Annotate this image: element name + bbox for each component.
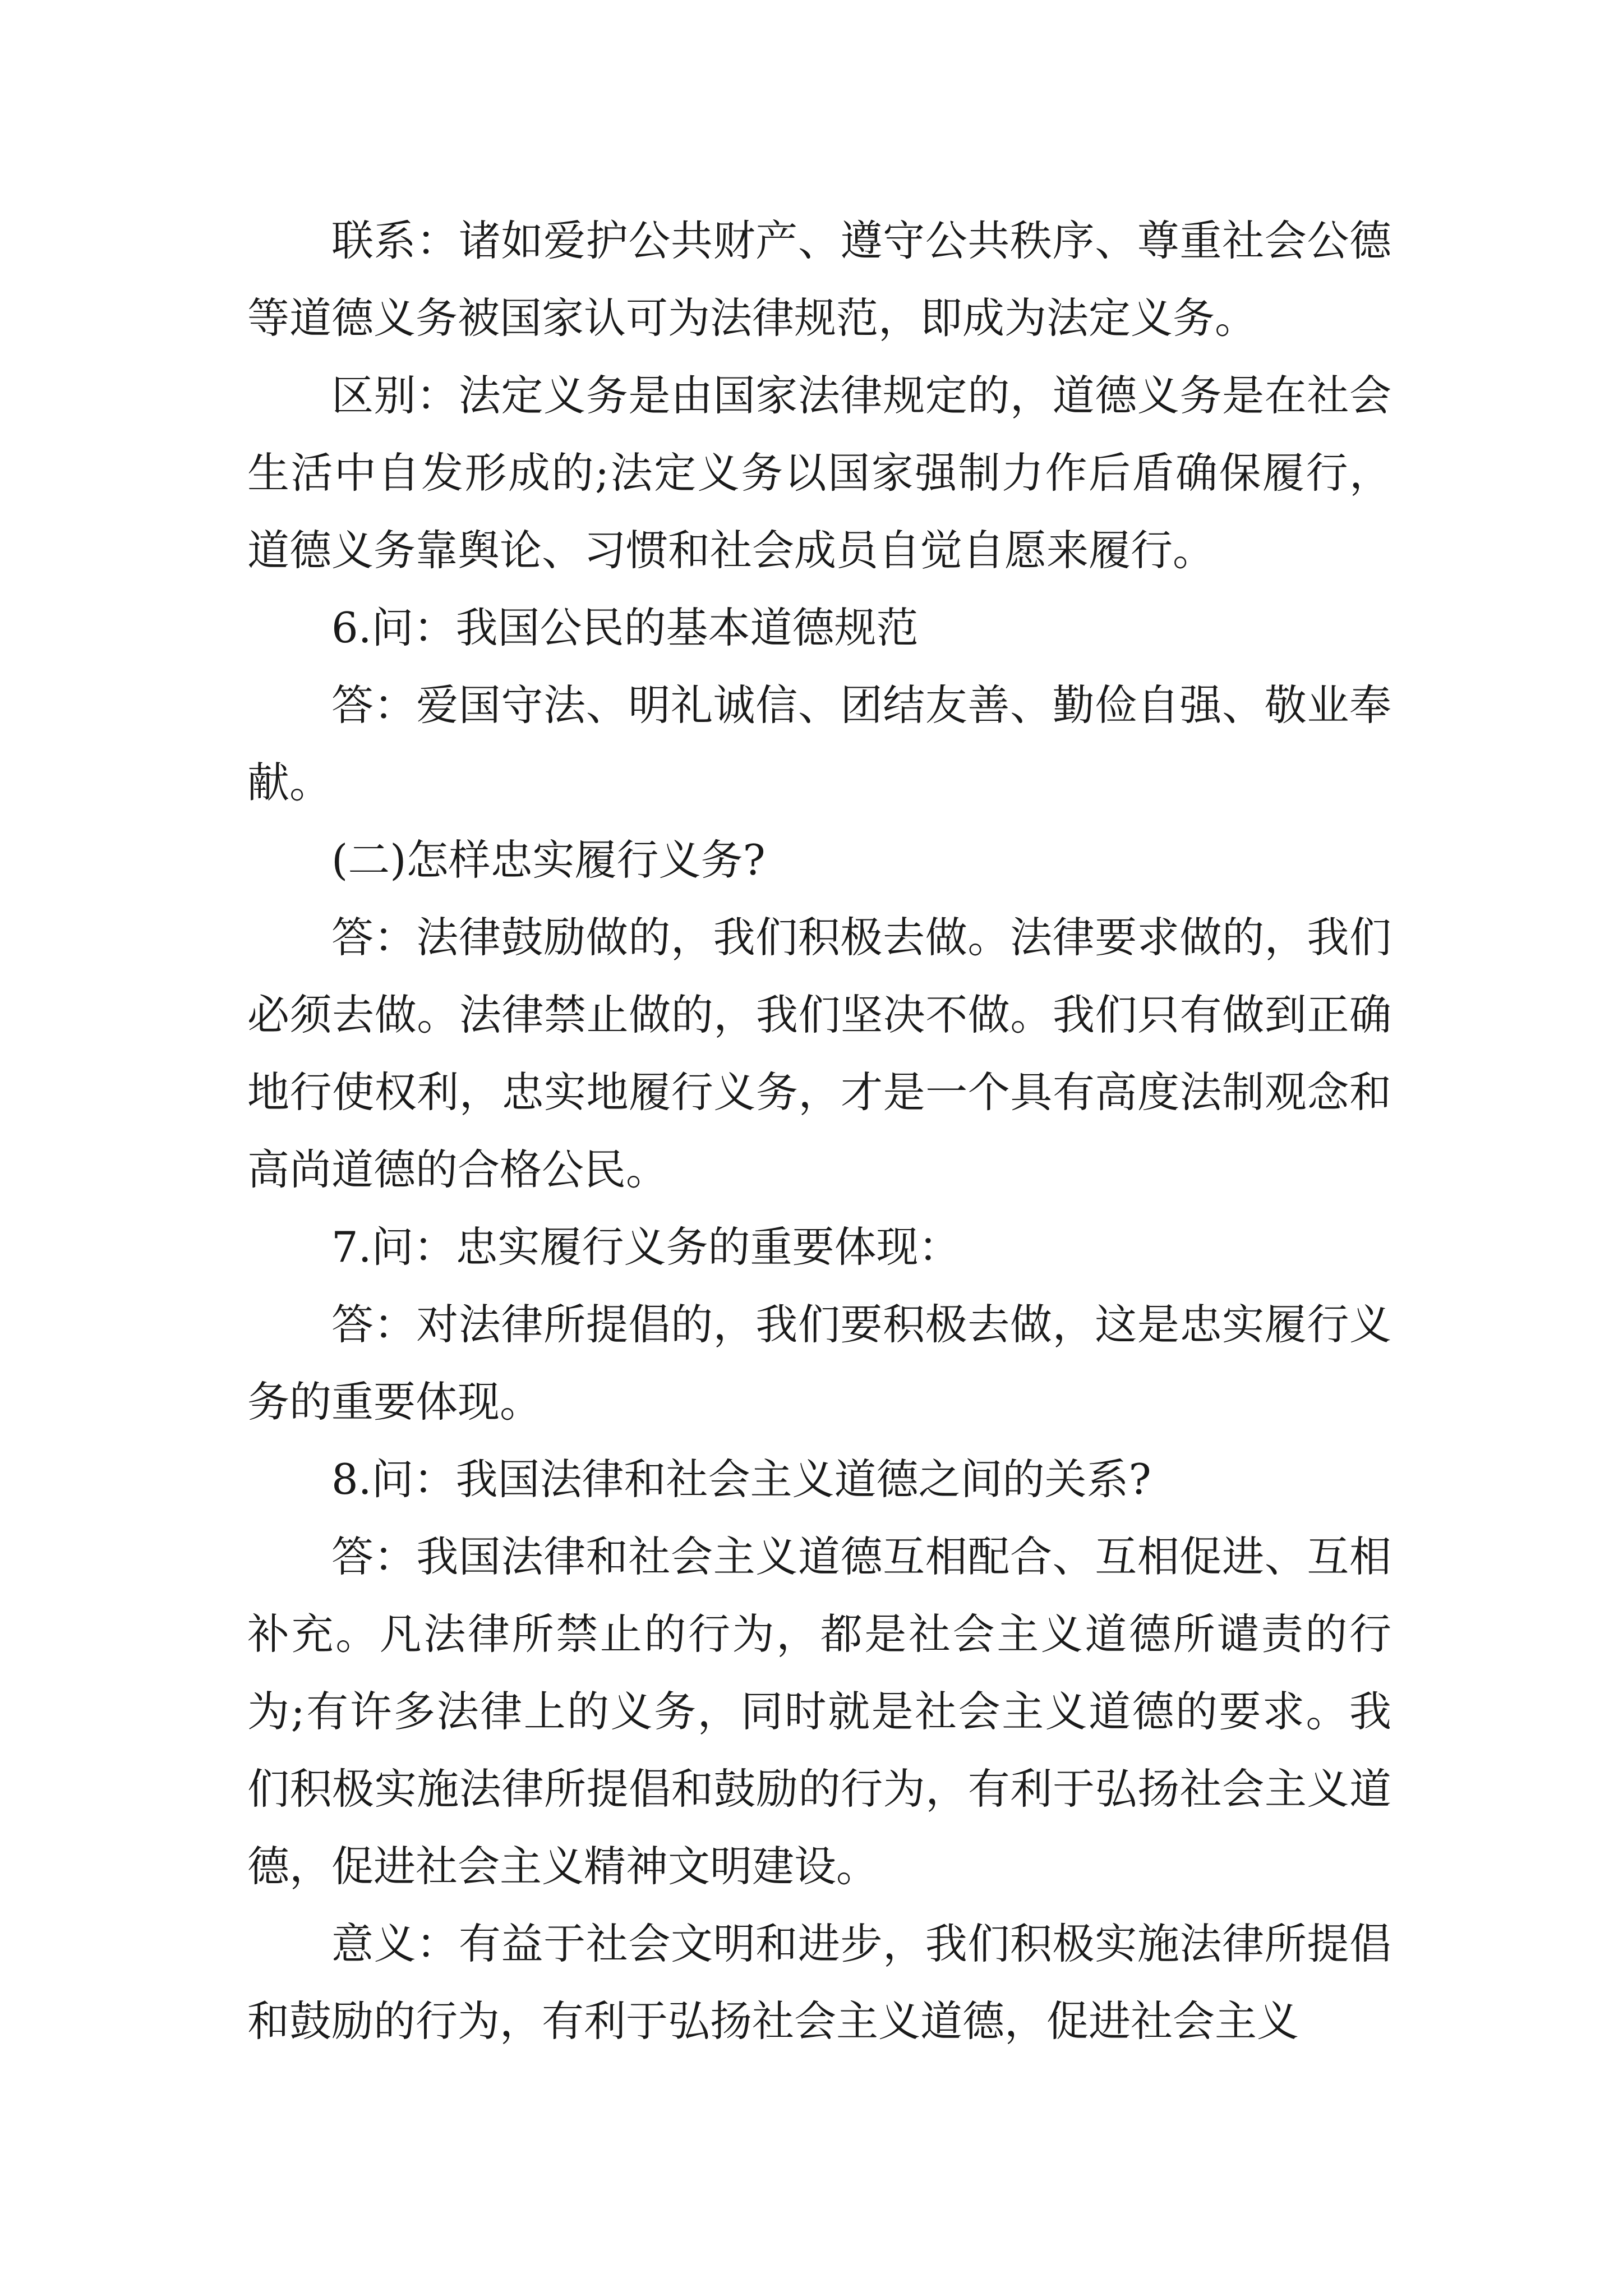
paragraph-significance: 意义：有益于社会文明和进步，我们积极实施法律所提倡和鼓励的行为，有利于弘扬社会主义道德，促进社会主义 — [247, 1919, 1391, 2046]
answer-6: 答：爱国守法、明礼诚信、团结友善、勤俭自强、敬业奉献。 — [247, 680, 1391, 807]
question-8: 8.问：我国法律和社会主义道德之间的关系? — [331, 1455, 1151, 1504]
section-heading-2: (二)怎样忠实履行义务? — [331, 835, 766, 885]
paragraph-connection: 联系：诸如爱护公共财产、遵守公共秩序、尊重社会公德等道德义务被国家认可为法律规范，即成为法定义务。 — [247, 216, 1391, 343]
paragraph-difference: 区别：法定义务是由国家法律规定的，道德义务是在社会生活中自发形成的;法定义务以国家强制力作后盾确保履行，道德义务靠舆论、习惯和社会成员自觉自愿来履行。 — [247, 371, 1391, 575]
question-7: 7.问：忠实履行义务的重要体现： — [331, 1222, 961, 1272]
answer-7: 答：对法律所提倡的，我们要积极去做，这是忠实履行义务的重要体现。 — [247, 1300, 1391, 1427]
question-6: 6.问：我国公民的基本道德规范 — [331, 603, 919, 652]
document-page — [247, 202, 1391, 2060]
answer-8: 答：我国法律和社会主义道德互相配合、互相促进、互相补充。凡法律所禁止的行为，都是社会主义道德所谴责的行为;有许多法律上的义务，同时就是社会主义道德的要求。我们积极实施法律所提倡和鼓励的行为，有利于弘扬社会主义道德，促进社会主义精神文明建设。 — [247, 1532, 1391, 1891]
answer-section-2: 答：法律鼓励做的，我们积极去做。法律要求做的，我们必须去做。法律禁止做的，我们坚决不做。我们只有做到正确地行使权利，忠实地履行义务，才是一个具有高度法制观念和高尚道德的合格公民。 — [247, 913, 1391, 1194]
